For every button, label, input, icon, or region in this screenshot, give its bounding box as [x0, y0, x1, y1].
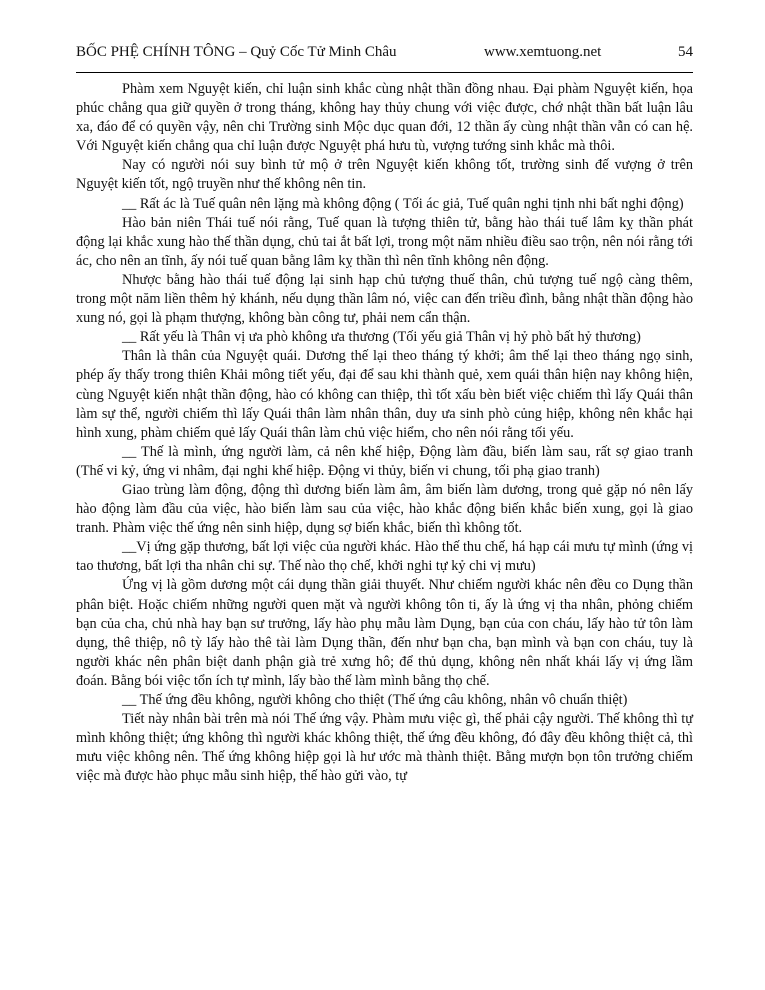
paragraph: __Vị ứng gặp thương, bất lợi việc của người khác. Hào thế thu chế, há hạp cái mưu tự mình (ứng vị tao thương, bất lợi tha nhân chi sự. Thế nào thọ chế, khởi nghi tự kỷ chi vị mưu) [76, 539, 693, 575]
paragraph: __ Thế ứng đều không, người không cho thiệt (Thế ứng câu không, nhân vô chuẩn thiệt) [122, 692, 628, 708]
paragraph: Tiết này nhân bài trên mà nói Thế ứng vậy. Phàm mưu việc gì, thế phải cậy người. Thế không thì tự mình không thiệt; ứng không thì người khác không thiệt, thế ứng đều không, đó đây đều không thiệt cả, thì mưu việc không nên. Thế ứng không hiệp gọi là hư ước mà thành thiệt. Bằng mượn bọn tôn trưởng chiếm việc mà được hào phục mẫu sinh hiệp, thế hào gửi vào, tự [76, 711, 693, 785]
paragraph: Thân là thân của Nguyệt quái. Dương thế lại theo tháng tý khởi; âm thế lại theo tháng ngọ sinh, phép ấy thấy trong thiên Khải mông tiết yếu, đại để sau khi thành quẻ, xem quái thân hiện nay không hiện, cùng Nguyệt kiến nhật thần động, hào có không can thiệp, thì tốt xấu bèn biết việc chiếm thì lấy Quái thân làm sự thể, người chiếm thì lấy Quái thân làm nhân thân, duy ưa sinh phò củng hiệp, không nên khắc hại hình xung, phàm chiếm quẻ lấy Quái thân làm chủ việc hiểm, cho nên nói rằng tối yếu. [76, 348, 693, 441]
paragraph: Nay có người nói suy bình tử mộ ở trên Nguyệt kiến không tốt, trường sinh đế vượng ở trên Nguyệt kiến tốt, ngộ truyền như thế không nên tin. [76, 157, 693, 193]
paragraph: __ Rất ác là Tuế quân nên lặng mà không động ( Tối ác giả, Tuế quân nghi tịnh nhi bất nghi động) [122, 195, 684, 212]
paragraph: Phàm xem Nguyệt kiến, chỉ luận sinh khắc cùng nhật thần đồng nhau. Đại phàm Nguyệt kiến, họa phúc chẳng qua giữ quyền ở trong tháng, không hay thủy chung với việc được, chớ nhật thần bất luận lâu xa, đáo để có quyền vậy, nên chi Trường sinh Mộc dục quan đới, 12 thần ấy cùng nhật thần vẫn có can hệ. Với Nguyệt kiến chẳng qua chỉ luận được Nguyệt phá hưu tù, vượng tướng sinh khắc mà thôi. [76, 81, 693, 155]
website-url: www.xemtuong.net [484, 44, 602, 60]
paragraph: Nhược bằng hào thái tuế động lại sinh hạp chủ tượng thuế thân, chủ tượng tuế ngộ càng thêm, trong một năm liền thêm hỷ khánh, nếu dụng thần lâm nó, việc can đến triều đình, bằng nhật thần động hào xung nó, gọi là phạm thượng, không bàn công tư, phải nem cẩn thận. [76, 271, 693, 327]
book-title: BỐC PHỆ CHÍNH TÔNG – Quỷ Cốc Tử Minh Châu [76, 44, 397, 60]
paragraph: Ứng vị là gồm dương một cái dụng thần giải thuyết. Như chiếm người khác nên đều co Dụng thần phân biệt. Hoặc chiếm những người quen mặt và người không tôn ti, ấy là ứng vị tha nhân, phỏng chiếm bạn của cha, chủ nhà hay bạn sư trưởng, lấy hào phụ mẫu làm Dụng, bạn của con cháu, lấy hào tử tôn làm dụng, thê thiệp, nô tỳ lấy hào thê tài làm Dụng thần, đến như bạn cha, bạn mình và bạn con cháu, tuy là người khác nên phân biệt danh phận già trẻ xưng hô; để thủ dụng, không nên nhất khái lấy vị ứng lầm đoán. Bằng bói việc tổn ích tự mình, lấy bào thế làm mình bằng thọ chế. [76, 577, 693, 689]
paragraph: __ Rất yếu là Thân vị ưa phò không ưa thương (Tối yếu giả Thân vị hỷ phò bất hỷ thương) [122, 329, 641, 346]
page-header [76, 44, 693, 68]
header-divider [76, 72, 693, 73]
page-number: 54 [678, 44, 693, 60]
body-text [76, 80, 693, 786]
paragraph: __ Thế là mình, ứng người làm, cả nên khế hiệp, Động làm đầu, biến làm sau, rất sợ giao tranh (Thế vi kỷ, ứng vi nhâm, đại nghi khế hiệp. Động vi thủy, biến vi chung, tối phạ giao tranh) [76, 443, 693, 479]
paragraph: Hào bản niên Thái tuế nói rằng, Tuế quan là tượng thiên tử, bằng hào thái tuế lâm kỵ thần phát động lại khắc xung hào thế thần dụng, chủ tai ắt bất lợi, trong một năm nhiều điều sao trộn, nên nói rằng tới ác, cho nên an tĩnh, ấy nói tuế quan bằng lâm kỵ thần thì nên tĩnh không nên động. [76, 214, 693, 269]
paragraph: Giao trùng làm động, động thì dương biến làm âm, âm biến làm dương, trong quẻ gặp nó nên lấy hào động làm đầu của việc, hào biến làm sau của việc, hào khắc động biến khắc biến xung, gọi là giao tranh. Phàm việc thế ứng nên sinh hiệp, dụng sợ biến khắc, biến thì không tốt. [76, 481, 693, 537]
